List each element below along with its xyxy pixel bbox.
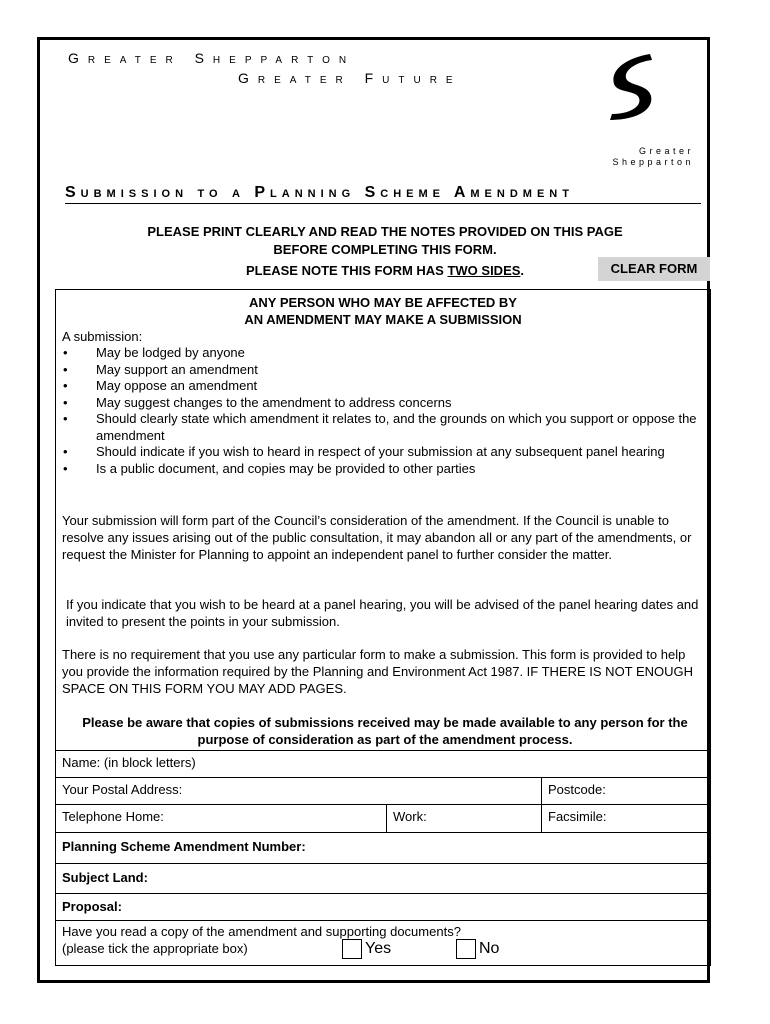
no-label: No xyxy=(479,940,500,957)
privacy-warning: Please be aware that copies of submissions received may be made available to any person for the purpose of consideration as part of the amendment process. xyxy=(82,715,688,747)
subject-land-row xyxy=(56,863,710,893)
copy-question-line1: Have you read a copy of the amendment and supporting documents? xyxy=(62,924,461,939)
list-item: • Should indicate if you wish to heard in respect of your submission at any subsequent panel hearing xyxy=(62,444,702,461)
facsimile-field[interactable]: Facsimile: xyxy=(541,805,711,832)
list-item: • May suggest changes to the amendment to address concerns xyxy=(62,395,702,412)
amendment-number-field[interactable]: Planning Scheme Amendment Number: xyxy=(62,839,306,854)
name-field[interactable]: Name: (in block letters) xyxy=(62,755,196,770)
address-row xyxy=(56,777,710,804)
work-phone-field[interactable]: Work: xyxy=(386,805,541,832)
instruction-line3-suffix: . xyxy=(520,263,525,278)
consideration-paragraph: Your submission will form part of the Council’s consideration of the amendment. If the Council is unable to resolve any issues arising out of the public consultation, it may abandon all or any part of the amendments, or request the Minister for Planning to appoint an independent panel to further consider the matter. xyxy=(62,513,692,562)
amendment-number-row xyxy=(56,832,710,863)
logo-line2: Shepparton xyxy=(612,157,694,167)
list-item: • Is a public document, and copies may be provided to other parties xyxy=(62,461,702,478)
form-title: Submission to a Planning Scheme Amendment xyxy=(65,184,701,204)
no-requirement-paragraph: There is no requirement that you use any particular form to make a submission. This form is provided to help you provide the information required by the Planning and Environment Act 1987. IF THERE IS NOT ENOUGH SPACE ON THIS FORM YOU MAY ADD PAGES. xyxy=(62,647,694,696)
yes-option xyxy=(342,939,391,959)
no-option xyxy=(456,939,499,959)
two-sides-emphasis: TWO SIDES xyxy=(447,263,521,278)
clear-form-button[interactable]: CLEAR FORM xyxy=(598,257,710,281)
instruction-line3-prefix: PLEASE NOTE THIS FORM HAS xyxy=(245,263,448,278)
yes-label: Yes xyxy=(365,940,392,957)
list-item: • May support an amendment xyxy=(62,362,702,379)
subject-land-field[interactable]: Subject Land: xyxy=(62,870,148,885)
panel-hearing-paragraph: If you indicate that you wish to be heard at a panel hearing, you will be advised of the panel hearing dates and invited to present the points in your submission. xyxy=(66,597,699,629)
tagline-line1: Greater Shepparton xyxy=(68,50,356,66)
notes-heading-line1: ANY PERSON WHO MAY BE AFFECTED BY xyxy=(249,295,517,310)
telephone-row xyxy=(56,804,710,832)
name-row xyxy=(56,750,710,777)
telephone-home-field[interactable]: Telephone Home: xyxy=(62,809,164,824)
list-item: • Should clearly state which amendment it relates to, and the grounds on which you support or oppose the amendment xyxy=(62,411,702,444)
list-item: • May oppose an amendment xyxy=(62,378,702,395)
submission-rules-list xyxy=(62,345,702,477)
copy-question-line2: (please tick the appropriate box) xyxy=(62,941,248,956)
tagline-line2: Greater Future xyxy=(238,70,462,86)
logo-line1: Greater xyxy=(638,146,694,156)
instruction-line2: BEFORE COMPLETING THIS FORM. xyxy=(273,242,497,257)
no-checkbox[interactable] xyxy=(456,939,476,959)
submission-form-box xyxy=(55,289,711,966)
list-item: • May be lodged by anyone xyxy=(62,345,702,362)
instruction-line1: PLEASE PRINT CLEARLY AND READ THE NOTES PROVIDED ON THIS PAGE xyxy=(147,224,623,239)
postal-address-field[interactable]: Your Postal Address: xyxy=(62,782,183,797)
yes-checkbox[interactable] xyxy=(342,939,362,959)
logo-wordmark xyxy=(584,146,694,168)
notes-intro: A submission: xyxy=(62,329,143,344)
proposal-field[interactable]: Proposal: xyxy=(62,899,122,914)
proposal-row xyxy=(56,893,710,920)
postcode-field[interactable]: Postcode: xyxy=(541,778,711,804)
greater-shepparton-logo-icon xyxy=(606,52,656,122)
copy-question-row xyxy=(56,920,710,967)
notes-heading-line2: AN AMENDMENT MAY MAKE A SUBMISSION xyxy=(244,312,522,327)
